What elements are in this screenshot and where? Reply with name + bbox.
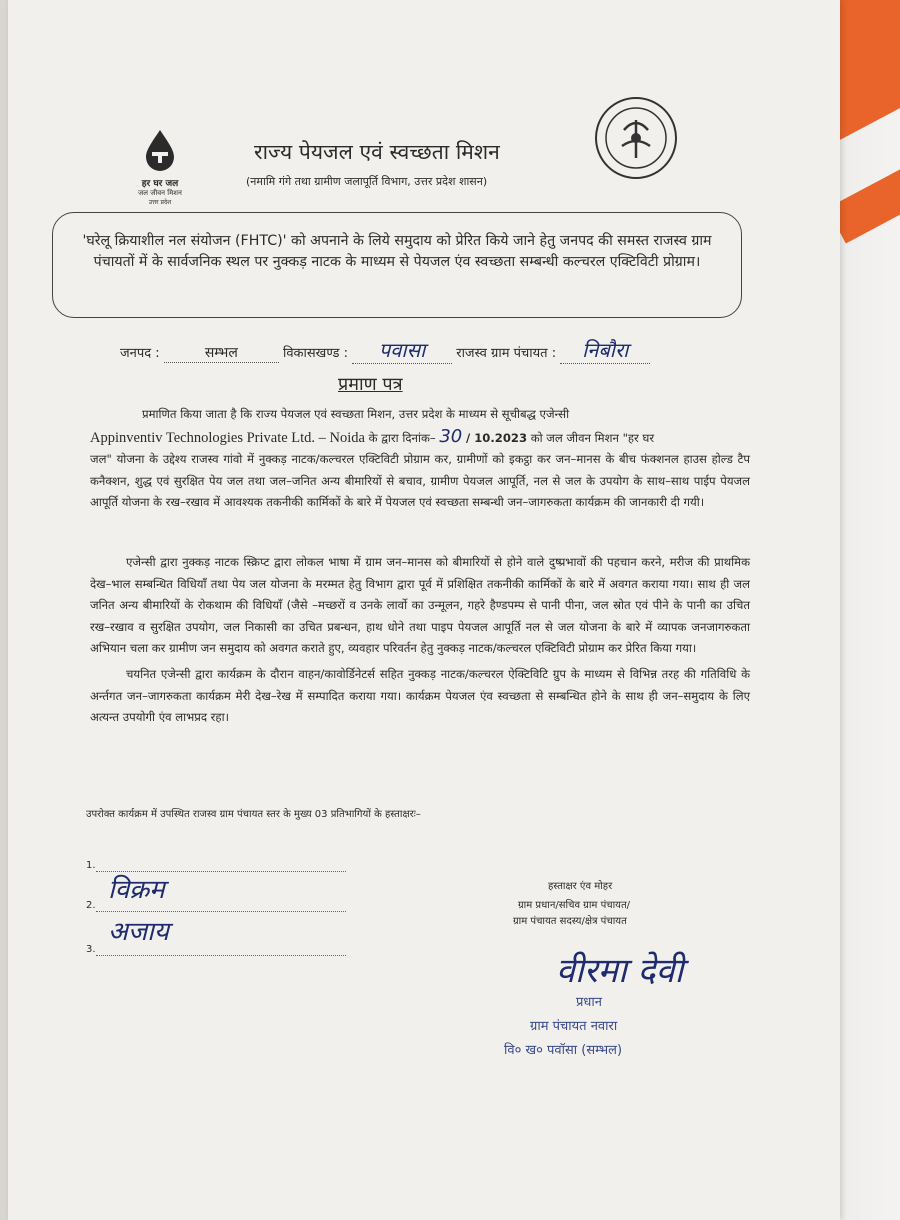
jal-jeevan-logo (120, 128, 200, 206)
paragraph-1-line2 (90, 426, 750, 450)
state-seal-emblem (594, 96, 678, 180)
panchayat-label: राजस्व ग्राम पंचायत : (456, 346, 557, 361)
panchayat-value: निबौरा (560, 336, 650, 364)
paragraph-1-rest: जल" योजना के उद्देश्य राजस्व गांवो में नुक्कड़ नाटक/कल्चरल एक्टिविटी प्रोग्राम कर, ग्रामीणों को इकट्ठा कर जन–मानस के बीच फंक्शनल हाउस होल्ड टैप कनैक्शन, शुद्ध एवं सुरक्षित पेय जल तथा जल–जनित अन्य बीमारियों से बचाव, ग्रामीण पेयजल आपूर्ति, नल से जल के उपयोग के साथ–साथ पाईप पेयजल आपूर्ति योजना के रख–रखाव में आवश्यक तकनीकी कार्मिकों के बारे में पेयजल एवं स्वच्छता सम्बन्धी जन–जागरुकता कार्यक्रम की जानकारी दी गयी। (90, 452, 751, 509)
participant-number-3: 3. (86, 944, 96, 955)
participant-signature-1: विक्रम (108, 875, 165, 905)
paragraph-3: चयनित एजेन्सी द्वारा कार्यक्रम के दौरान वाहन/कावोर्डिनेटर्स सहित नुक्कड़ नाटक/कल्चरल ऐक्टिविटि ग्रुप के माध्यम से विभिन्न तरह की गतिविधि के अर्न्तगत जन–जागरुकता कार्यक्रम मेरी देख–रेख में सम्पादित कराया गया। कार्यक्रम पेयजल एंव स्वच्छता से सम्बन्धित होने के साथ ही जन–समुदाय के लिए अत्यन्त उपयोगी एंव लाभप्रद रहा। (90, 667, 750, 724)
block-value: पवासा (352, 336, 452, 364)
agency-name: Appinventiv Technologies Private Ltd. – Noida (90, 429, 365, 446)
paragraph-2: एजेन्सी द्वारा नुक्कड़ नाटक स्क्रिप्ट द्वारा लोकल भाषा में ग्राम जन–मानस को बीमारियों से होने वाले दुष्प्रभावों की पहचान करने, मरीज की प्राथमिक देख–भाल सम्बन्धित विधियाँ तथा पेय जल योजना के मरम्मत हेतु विभाग द्वारा पूर्व में प्रशिक्षित तकनीकी कार्मिकों के बारे में अवगत कराया गया। साथ ही जल जनित अन्य बीमारियों के रोकथाम की विधियाँ (जैसे –मच्छरों व उनके लार्वो का उन्मूलन, गहरे हैण्डपम्प से पानी पीना, जल स्रोत एवं पीने के पानी का उचित रख–रखाव व सुरक्षित उपयोग, जल निकासी का उचित प्रबन्धन, हाथ धोने तथा पाइप पेयजल आपूर्ति नल से जल योजना के बारे में व्यापक जनजागरुकता अभियान चला कर ग्रामीण जन समुदाय को अवगत कराते हुए, व्यवहार परिवर्तन हेतु नुक्कड़ नाटक/कल्चरल एक्टिविटी प्रोग्राम कर प्रेरित किया गया। (90, 555, 750, 655)
participant-signature-2: अजाय (108, 917, 169, 947)
location-row (120, 336, 650, 364)
signatory-line1: हस्ताक्षर एंव मोहर (548, 881, 613, 892)
water-drop-icon (142, 128, 178, 172)
participants-intro: उपरोक्त कार्यक्रम में उपस्थित राजस्व ग्राम पंचायत स्तर के मुख्य 03 प्रतिभागियों के हस्ताक्षरः– (86, 809, 421, 820)
document-page (8, 0, 840, 1220)
page-subtitle: (नमामि गंगे तथा ग्रामीण जलापूर्ति विभाग, उत्तर प्रदेश शासन) (246, 175, 488, 188)
date-day: 30 (439, 425, 463, 447)
program-banner: 'घरेलू क्रियाशील नल संयोजन (FHTC)' को अपनाने के लिये समुदाय को प्रेरित किये जाने हेतु जनपद की समस्त राजस्व ग्राम पंचायतों में के सार्वजनिक स्थल पर नुक्कड़ नाटक के माध्यम से पेयजल एंव स्वच्छता सम्बन्धी कल्चरल एक्टिविटी प्रोग्राम। (52, 212, 742, 318)
date-label: के द्वारा दिनांक– (368, 430, 436, 445)
stamp-line1: प्रधान (576, 995, 602, 1010)
paragraph-1-line1: प्रमाणित किया जाता है कि राज्य पेयजल एवं स्वच्छता मिशन, उत्तर प्रदेश के माध्यम से सूचीबद्ध एजेन्सी (142, 407, 570, 421)
signatory-line2: ग्राम प्रधान/सचिव ग्राम पंचायत/ (518, 900, 631, 911)
logo-line2: जल जीवन मिशन (138, 189, 182, 197)
block-label: विकासखण्ड : (282, 346, 348, 361)
janpad-label: जनपद : (120, 346, 160, 361)
certificate-heading: प्रमाण पत्र (338, 374, 403, 395)
stamp-line3: वि० ख० पवॉसा (सम्भल) (504, 1043, 623, 1058)
participant-number-2: 2. (86, 900, 96, 911)
janpad-value: सम्भल (164, 343, 279, 363)
signature-line-3 (96, 955, 346, 956)
date-month-year: / 10.2023 (465, 430, 528, 445)
participant-number-1: 1. (86, 860, 96, 871)
stamp-line2: ग्राम पंचायत नवारा (530, 1019, 618, 1034)
date-suffix: को जल जीवन मिशन "हर घर (530, 430, 655, 445)
pradhan-signature: वीरमा देवी (556, 951, 684, 991)
signatory-line3: ग्राम पंचायत सदस्य/क्षेत्र पंचायत (513, 916, 627, 927)
logo-line3: उत्तर प्रदेश (148, 199, 172, 206)
paragraph-1 (90, 404, 750, 514)
page-title: राज्य पेयजल एवं स्वच्छता मिशन (254, 140, 500, 164)
logo-line1: हर घर जल (141, 179, 179, 189)
